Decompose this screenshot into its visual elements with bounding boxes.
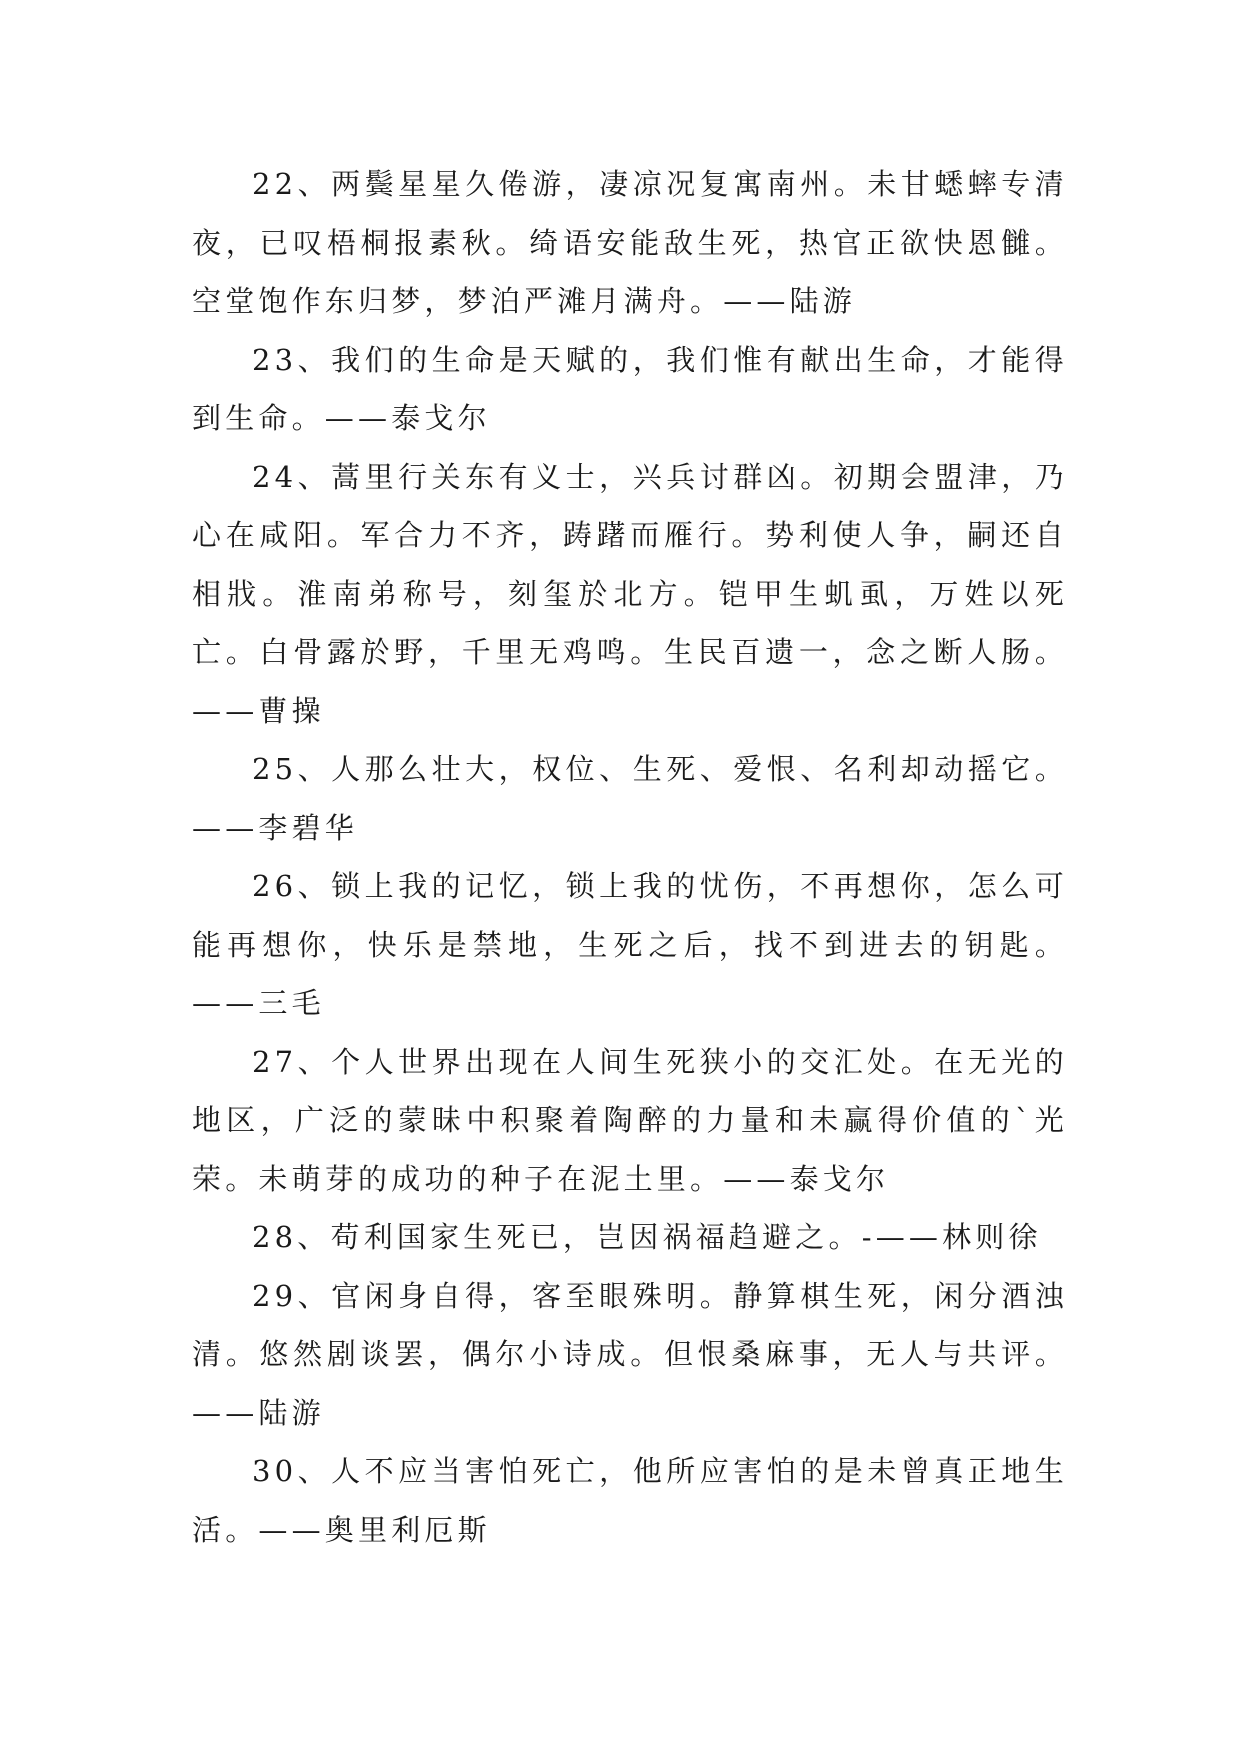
quote-22: 22、两鬓星星久倦游，凄凉况复寓南州。未甘蟋蟀专清夜，已叹梧桐报素秋。绮语安能敌生死，热官正欲快恩雠。空堂饱作东归梦，梦泊严滩月满舟。——陆游 [192, 167, 1068, 318]
quote-24: 24、蒿里行关东有义士，兴兵讨群凶。初期会盟津，乃心在咸阳。军合力不齐，踌躇而雁行。势利使人争，嗣还自相戕。淮南弟称号，刻玺於北方。铠甲生虮虱，万姓以死亡。白骨露於野，千里无鸡鸣。生民百遗一，念之断人肠。 ——曹操 [192, 459, 1068, 728]
quote-28: 28、苟利国家生死已，岂因祸福趋避之。-——林则徐 [252, 1220, 1042, 1254]
quote-list [192, 155, 1068, 1559]
quote-25: 25、人那么壮大，权位、生死、爱恨、名利却动摇它。——李碧华 [192, 752, 1068, 845]
quote-26: 26、锁上我的记忆，锁上我的忧伤，不再想你，怎么可能再想你，快乐是禁地，生死之后，找不到进去的钥匙。——三毛 [192, 869, 1068, 1020]
quote-30: 30、人不应当害怕死亡，他所应害怕的是未曾真正地生活。——奥里利厄斯 [192, 1454, 1068, 1547]
quote-23: 23、我们的生命是天赋的，我们惟有献出生命，才能得到生命。——泰戈尔 [192, 342, 1068, 435]
quote-29: 29、官闲身自得，客至眼殊明。静算棋生死，闲分酒浊清。悠然剧谈罢，偶尔小诗成。但恨桑麻事，无人与共评。——陆游 [192, 1278, 1068, 1430]
quote-27: 27、个人世界出现在人间生死狭小的交汇处。在无光的地区，广泛的蒙昧中积聚着陶醉的力量和未赢得价值的`光荣。未萌芽的成功的种子在泥土里。——泰戈尔 [192, 1044, 1068, 1196]
